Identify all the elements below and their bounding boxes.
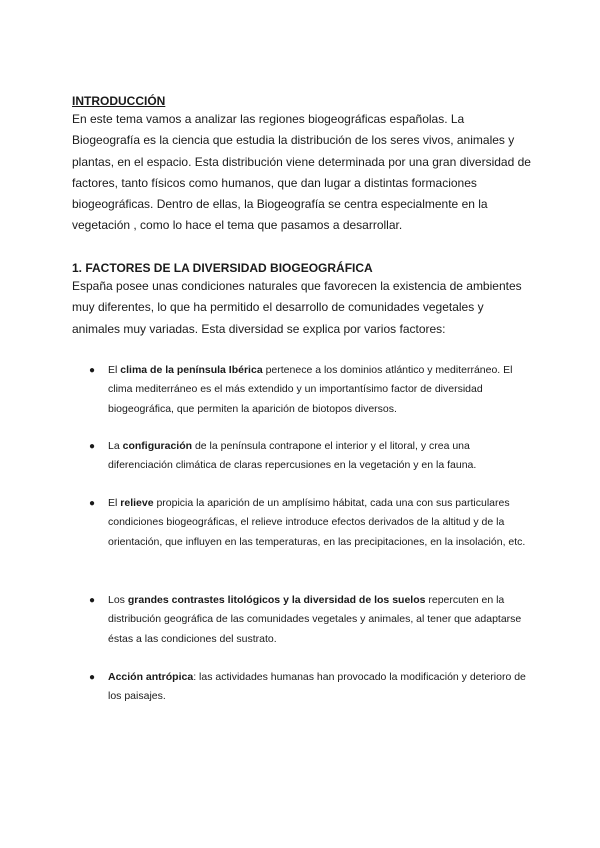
section-paragraph: España posee unas condiciones naturales que favorecen la existencia de ambientes muy diferentes, lo que ha permitido el desarrollo de comunidades vegetales y animales muy variadas. Esta diversidad se explica por varios factores: <box>72 279 522 336</box>
list-item-rest: : las actividades humanas han provocado la modificación y deterioro de los paisajes. <box>108 671 526 703</box>
list-item-text <box>108 361 534 419</box>
intro-heading: INTRODUCCIÓN <box>72 94 166 108</box>
list-item-text <box>108 591 534 649</box>
list-item-prefix: Los <box>108 594 128 606</box>
list-item-text <box>108 668 534 707</box>
list-item-keyword: grandes contrastes litológicos y la diversidad de los suelos <box>127 594 426 606</box>
intro-paragraph: En este tema vamos a analizar las regiones biogeográficas españolas. La Biogeografía es la ciencia que estudia la distribución de los seres vivos, animales y plantas, en el espacio. Esta distribución viene determinada por una gran diversidad de factores, tanto físicos como humanos, que dan lugar a distintas formaciones biogeográficas. Dentro de ellas, la Biogeografía se centra especialmente en la vegetación , como lo hace el tema que pasamos a desarrollar. <box>72 112 531 233</box>
bullet-icon: ● <box>89 595 96 606</box>
list-item-text <box>108 437 534 476</box>
list-item <box>89 591 534 649</box>
list-item-prefix: El <box>108 364 121 376</box>
list-item-text <box>108 494 534 552</box>
list-item <box>89 361 534 419</box>
list-item-prefix: El <box>108 497 121 509</box>
list-item-rest: propicia la aparición de un amplísimo hábitat, cada una con sus particulares condiciones biogeográficas, el relieve introduce efectos derivados de la altitud y de la orientación, que influyen en las temperaturas, en las precipitaciones, en la insolación, etc. <box>108 497 526 548</box>
list-item <box>89 668 534 707</box>
list-item-rest: repercuten en la distribución geográfica de las comunidades vegetales y animales, al tener que adaptarse éstas a las condiciones del sustrato. <box>108 594 522 645</box>
list-item <box>89 494 534 552</box>
list-item-keyword: configuración <box>122 440 193 452</box>
section-heading: 1. FACTORES DE LA DIVERSIDAD BIOGEOGRÁFICA <box>72 261 373 275</box>
bullet-icon: ● <box>89 498 96 509</box>
list-item-prefix: La <box>108 440 123 452</box>
list-item-keyword: relieve <box>120 497 154 509</box>
list-item-keyword: Acción antrópica <box>108 671 194 683</box>
list-item-keyword: clima de la península Ibérica <box>120 364 263 376</box>
list-item-rest: pertenece a los dominios atlántico y mediterráneo. El clima mediterráneo es el más extendido y un importantísimo factor de diversidad biogeográfica, que permiten la aparición de biotopos diversos. <box>108 364 513 415</box>
bullet-icon: ● <box>89 365 96 376</box>
bullet-icon: ● <box>89 441 96 452</box>
list-item-rest: de la península contrapone el interior y el litoral, y crea una diferenciación climática de claras repercusiones en la vegetación y en la fauna. <box>108 440 477 472</box>
list-item <box>89 437 534 476</box>
bullet-icon: ● <box>89 672 96 683</box>
